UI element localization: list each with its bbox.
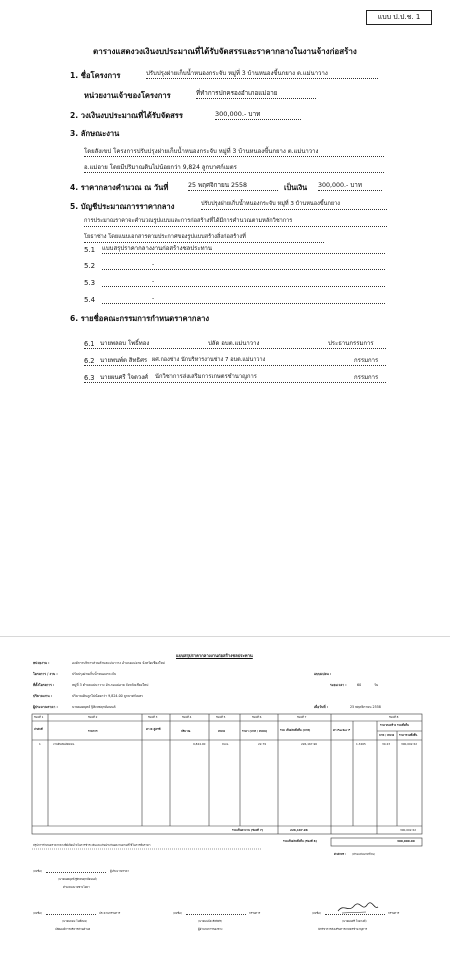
row-item: งานดินถมอัดแน่น (53, 742, 75, 746)
work-line-1: โดยสังเขป โครงการปรับปรุงฝายเก็บน้ำหนองกระจับ หมู่ที่ 3 บ้านหนองขี้นกยาง ต.แม่นาวาง (84, 149, 384, 157)
committee-label: 6. รายชื่อคณะกรรมการกำหนดราคากลาง (70, 314, 210, 323)
header-construction-price: ราคาก่อสร้าง รวมทั้งสิ้น (380, 723, 409, 727)
subheader-unit-price: บาท / หน่วย (379, 733, 395, 737)
median-money-label: เป็นเงิน (284, 183, 308, 192)
committee-name: นายพลอบ โพธิ์ทอง (100, 340, 150, 347)
committee-role: กรรมการ (354, 357, 379, 364)
project-name-value: ปรับปรุงฝายเก็บน้ำหนองกระจับ หมู่ที่ 3 บ้านหนองขี้นกยาง ต.แม่นาวาง (146, 71, 378, 79)
table-row (32, 742, 422, 748)
header-price: ราคา (บาท / หน่วย) (242, 729, 268, 733)
summary-plan-label: แบบแปลน : (314, 672, 332, 676)
round-value: 300,000.00 (397, 839, 415, 843)
sig4-title: นักวิชาการส่งเสริมการเกษตรชำนาญการ (318, 927, 368, 931)
sig2-prefix: (ลงชื่อ) (33, 911, 42, 915)
summary-project-value: ปรับปรุงฝายเก็บน้ำหนองกระจับ (72, 672, 117, 676)
sum-grand: 300,002.52 (400, 828, 417, 832)
sub-item-value-3: - (102, 279, 385, 287)
sig1-title: ตำแหน่งนายช่างโยธา (63, 885, 90, 889)
text-amount-value: (สามแสนบาทถ้วน) (352, 852, 376, 856)
committee-position: นักวิชาการส่งเสริมการเกษตรชำนาญการ (155, 374, 257, 380)
work-line-2: อ.แม่อาย โดยมีปริมาณดินไม่น้อยกว่า 9,824 ลูกบาศก์เมตร (84, 165, 384, 173)
summary-date-label: เมื่อวันที่ : (314, 705, 329, 709)
sum-label: รวมเป็นค่างาน (ช่องที่ 7) (232, 828, 264, 832)
sub-item-value-4: - (102, 296, 385, 304)
committee-position: ปลัด อบต.แม่นาวาง (208, 340, 260, 347)
committee-name: นายพนพ์ต สิทธิศร (100, 357, 148, 364)
header-item: รายการ (88, 729, 98, 733)
summary-title: แบบสรุปราคากลางงานก่อสร้างชลประทาน (176, 653, 253, 658)
estimate-line-1: ปรับปรุงฝายเก็บน้ำหนองกระจับ หมู่ที่ 3 บ้านหนองขี้นกยาง (201, 202, 387, 210)
header-qty: ปริมาณ (181, 729, 191, 733)
agency-label: หน่วยงานเจ้าของโครงการ (84, 91, 171, 100)
row-factor: 1.3265 (356, 742, 366, 746)
median-price-date: 25 พฤศจิกายน 2558 (188, 183, 278, 191)
handwritten-signature (336, 901, 380, 915)
estimate-line-3: โยธาช่าง โดยแนบเอกสารตามประกาศของรูปแบบสร้างสิ่งก่อสร้างที่ (84, 235, 324, 243)
sig1-prefix: (ลงชื่อ) (33, 869, 42, 873)
budget-label: 2. วงเงินงบประมาณที่ได้รับจัดสรร (70, 111, 183, 120)
sig2-name: (นายพลอบ โพธิ์ทอง) (62, 919, 88, 923)
col-no-7: ช่องที่ 7 (297, 715, 307, 719)
row-price: 22.79 (258, 742, 267, 746)
text-amount-label: ตัวอักษร : (334, 852, 347, 856)
summary-agency-value: องค์การบริหารส่วนตำบลแม่นาวาง อำเภอแม่อาย จังหวัดเชียงใหม่ (72, 661, 165, 665)
sig3-name: (นายพนพ์ต สิทธิศร) (198, 919, 223, 923)
work-label: 3. ลักษณะงาน (70, 129, 120, 138)
summary-project-label: โครงการ / งาน : (33, 672, 58, 676)
agency-value: ที่ทำการปกครองอำเภอแม่อาย (196, 91, 316, 99)
round-label: รวมเป็นเงินทั้งสิ้น (ช่องที่ 8) (283, 839, 317, 843)
project-name-label: 1. ชื่อโครงการ (70, 71, 121, 80)
document-title: ตารางแสดงวงเงินงบประมาณที่ได้รับจัดสรรและราคากลางในงานจ้างก่อสร้าง (93, 47, 357, 56)
committee-role: กรรมการ (354, 374, 379, 381)
committee-no: 6.2 (84, 357, 95, 365)
row-grand: 300,002.52 (401, 742, 418, 746)
summary-duration-unit: วัน (374, 683, 379, 687)
row-total: 226,167.96 (301, 742, 318, 746)
committee-position: ผศ.กองช่าง นักบริหารงานช่าง 7 อบต.แม่นาวาง (152, 357, 266, 363)
summary-estimator-value: นายยอดยุทธ์ ฐิติเทพฤกษ์อนนต์ (72, 705, 116, 709)
sig3-line (186, 914, 246, 915)
row-unit: ลบ.ม. (222, 742, 230, 746)
sig3-title: ผู้อำนวยการกองช่าง (198, 927, 223, 931)
sub-item-value-2: - (102, 262, 385, 270)
committee-no: 6.1 (84, 340, 95, 348)
summary-duration-label: ระยะเวลา : (330, 683, 347, 687)
form-code: แบบ ป.ป.ช. 1 (377, 13, 421, 21)
sig4-name: (นายผนศรี ใจดวงศ์) (342, 919, 367, 923)
estimate-line-2: การประมาณราคาจะคำนวณรูปแบบและการก่อสร้างที่ได้มีการคำนวณตามหลักวิชาการ (84, 219, 387, 227)
sig2-title: ปลัดองค์การบริหารส่วนตำบล (55, 927, 91, 931)
col-no-1: ช่องที่ 1 (34, 715, 44, 719)
median-price-label: 4. ราคากลางคำนวณ ณ วันที่ (70, 183, 169, 192)
median-price-value: 300,000.- บาท (318, 183, 382, 191)
conditions-note: สรุปการกำหนดราคากลางที่มีเงื่อนไขในการชำระเงินและเงินประกันผลงานตามที่ใช้ในการยื่นราคา (33, 843, 151, 847)
sig2-role: ประธานกรรมการ (99, 911, 121, 915)
header-unit: หน่วย (218, 729, 225, 733)
sig1-role: ผู้ประมาณราคา (110, 869, 129, 873)
col-no-5: ช่องที่ 5 (216, 715, 226, 719)
committee-role: ประธานกรรมการ (328, 340, 374, 347)
sub-item-label-4: 5.4 (84, 296, 96, 304)
col-no-3: ช่องที่ 3 (148, 715, 158, 719)
sub-item-label-3: 5.3 (84, 279, 96, 287)
header-k: ค่า K สูตรที่ (146, 727, 161, 731)
summary-date-value: 25 พฤศจิกายน 2558 (350, 705, 381, 709)
summary-location-value: หมู่ที่ 3 ตำบลแม่นาวาง อำเภอแม่อาย จังหวัดเชียงใหม่ (72, 683, 149, 687)
row-no: 1 (39, 742, 41, 746)
sub-item-label-1: 5.1 (84, 246, 96, 254)
sig4-role: กรรมการ (388, 911, 400, 915)
col-no-2: ช่องที่ 2 (88, 715, 98, 719)
sub-item-value-1: แบบสรุปราคากลางงานก่อสร้างชลประทาน (102, 246, 385, 254)
sig4-prefix: (ลงชื่อ) (312, 911, 321, 915)
sig3-prefix: (ลงชื่อ) (173, 911, 182, 915)
summary-location-label: ที่ตั้งโครงการ : (33, 683, 55, 687)
summary-quantity-value: ปริมาณดินถูกไม่น้อยกว่า 9,824.00 ลูกบาศก์เมตร (72, 694, 144, 698)
summary-duration-value: 60 (357, 683, 362, 687)
col-no-8: ช่องที่ 8 (389, 715, 399, 719)
summary-estimator-label: ผู้ประมาณราคา : (33, 705, 58, 709)
summary-agency-label: หน่วยงาน : (33, 661, 50, 665)
committee-name: นายผนศรี ใจดวงศ์ (100, 374, 148, 381)
committee-no: 6.3 (84, 374, 95, 382)
subheader-grand-total: ราคารวมทั้งสิ้น (399, 733, 418, 737)
col-no-4: ช่องที่ 4 (182, 715, 192, 719)
row-qty: 9,824.00 (193, 742, 206, 746)
sum-value: 226,167.96 (290, 828, 308, 832)
header-no: ลำดับที่ (34, 727, 43, 731)
row-unit-price: 30.23 (382, 742, 391, 746)
estimate-label: 5. บัญชีประมาณการราคากลาง (70, 202, 175, 211)
sub-item-label-2: 5.2 (84, 262, 96, 270)
col-no-6: ช่องที่ 6 (252, 715, 262, 719)
budget-value: 300,000.- บาท (215, 111, 301, 120)
header-factor: ค่า Factor F (333, 728, 351, 732)
sig1-line (46, 872, 106, 873)
sig1-name: (นายยอดยุทธ์ ฐิติเทพฤกษ์อนนต์) (58, 877, 98, 881)
summary-quantity-label: ปริมาณงาน : (33, 694, 53, 698)
sig2-line (46, 914, 96, 915)
header-total: รวม เป็นเงินทั้งสิ้น (บาท) (280, 728, 311, 732)
sig3-role: กรรมการ (249, 911, 261, 915)
